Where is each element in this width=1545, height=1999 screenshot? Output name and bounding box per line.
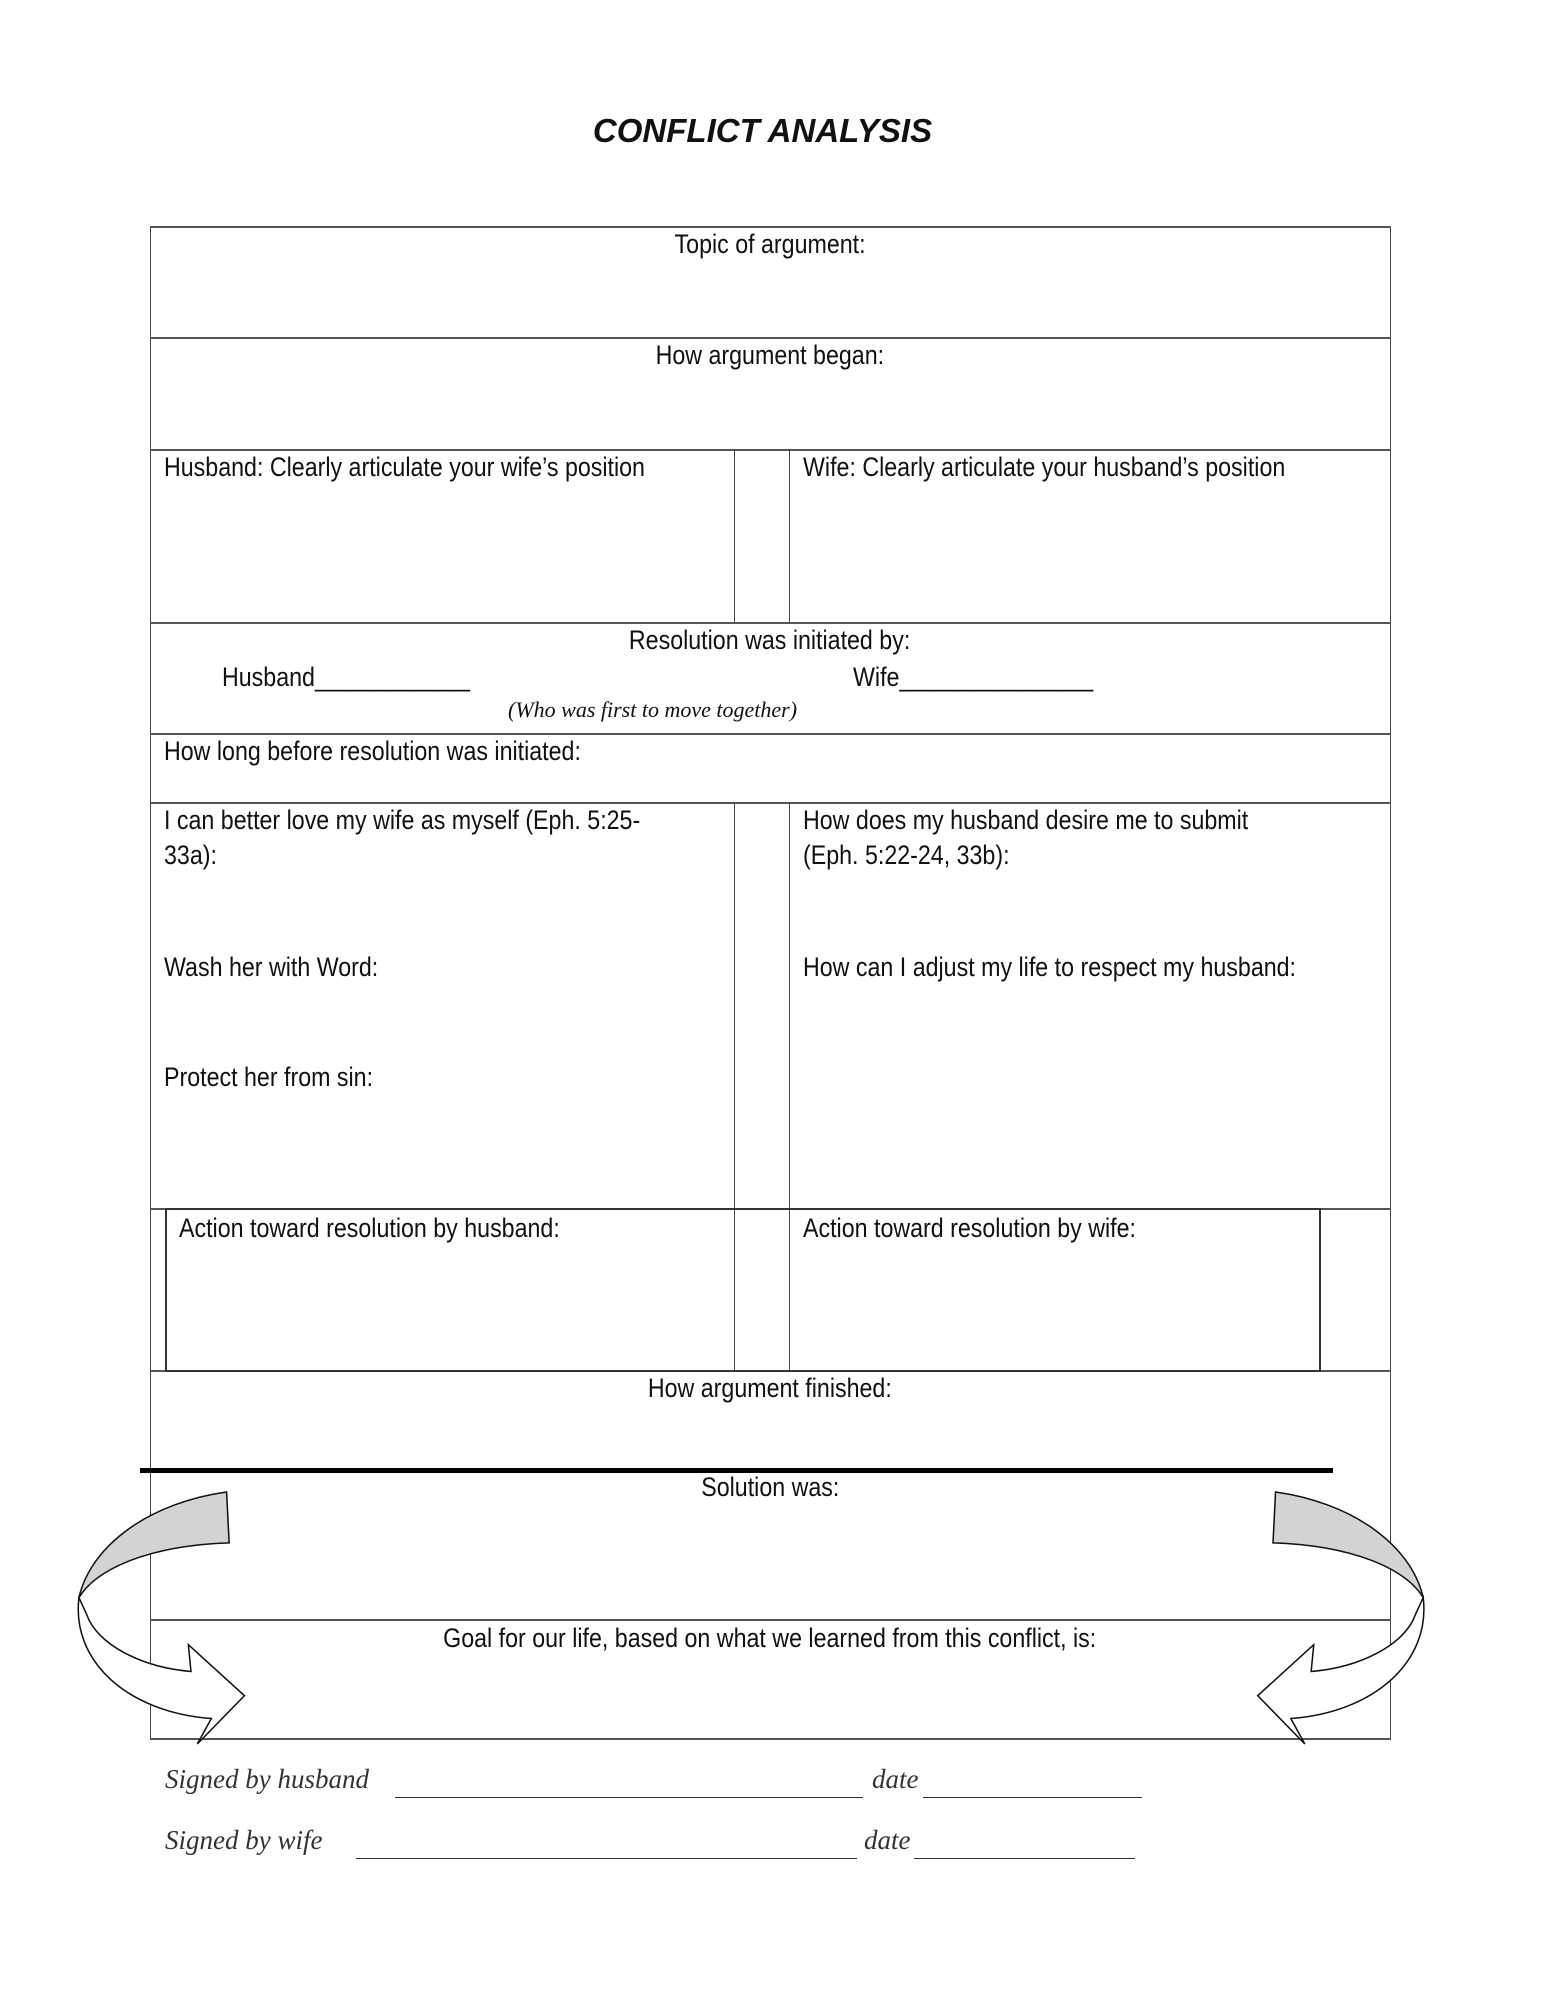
resolution-initiated-text: Resolution was initiated by: bbox=[629, 625, 911, 655]
respect-label: How can I adjust my life to respect my husband: bbox=[803, 952, 1297, 982]
page-title: CONFLICT ANALYSIS bbox=[592, 112, 933, 149]
began-label: How argument began: bbox=[655, 340, 885, 370]
solution-label: Solution was: bbox=[700, 1472, 840, 1502]
husband-date-line[interactable] bbox=[923, 1797, 1142, 1798]
topic-label: Topic of argument: bbox=[674, 229, 866, 259]
action-husband-label: Action toward resolution by husband: bbox=[179, 1213, 560, 1243]
wash-label: Wash her with Word: bbox=[164, 952, 379, 982]
wife-option[interactable]: Wife_______________ bbox=[853, 662, 1094, 692]
husband-position-label: Husband: Clearly articulate your wife’s position bbox=[164, 452, 645, 482]
wife-date-label: date bbox=[864, 1825, 911, 1855]
submit-label-line2: (Eph. 5:22-24, 33b): bbox=[803, 840, 1010, 870]
right-curved-arrow-icon bbox=[1258, 1492, 1424, 1744]
signed-by-wife-label: Signed by wife bbox=[165, 1825, 323, 1855]
love-label-line1: I can better love my wife as myself (Eph. 5:25- bbox=[164, 805, 641, 835]
protect-label: Protect her from sin: bbox=[164, 1062, 374, 1092]
husband-option[interactable]: Husband____________ bbox=[222, 662, 470, 692]
wife-signature-line[interactable] bbox=[356, 1858, 857, 1859]
love-label-line2: 33a): bbox=[164, 840, 217, 870]
signed-by-husband-label: Signed by husband bbox=[165, 1764, 369, 1794]
left-curved-arrow-icon bbox=[78, 1492, 244, 1744]
submit-label-line1: How does my husband desire me to submit bbox=[803, 805, 1249, 835]
how-long-label: How long before resolution was initiated: bbox=[164, 736, 581, 766]
finished-label: How argument finished: bbox=[648, 1373, 892, 1403]
action-wife-label: Action toward resolution by wife: bbox=[803, 1213, 1136, 1243]
wife-date-line[interactable] bbox=[914, 1858, 1135, 1859]
husband-date-label: date bbox=[872, 1764, 919, 1794]
wife-position-label: Wife: Clearly articulate your husband’s position bbox=[803, 452, 1286, 482]
husband-signature-line[interactable] bbox=[395, 1797, 863, 1798]
goal-label: Goal for our life, based on what we learned from this conflict, is: bbox=[443, 1623, 1097, 1653]
who-note: (Who was first to move together) bbox=[508, 697, 798, 722]
